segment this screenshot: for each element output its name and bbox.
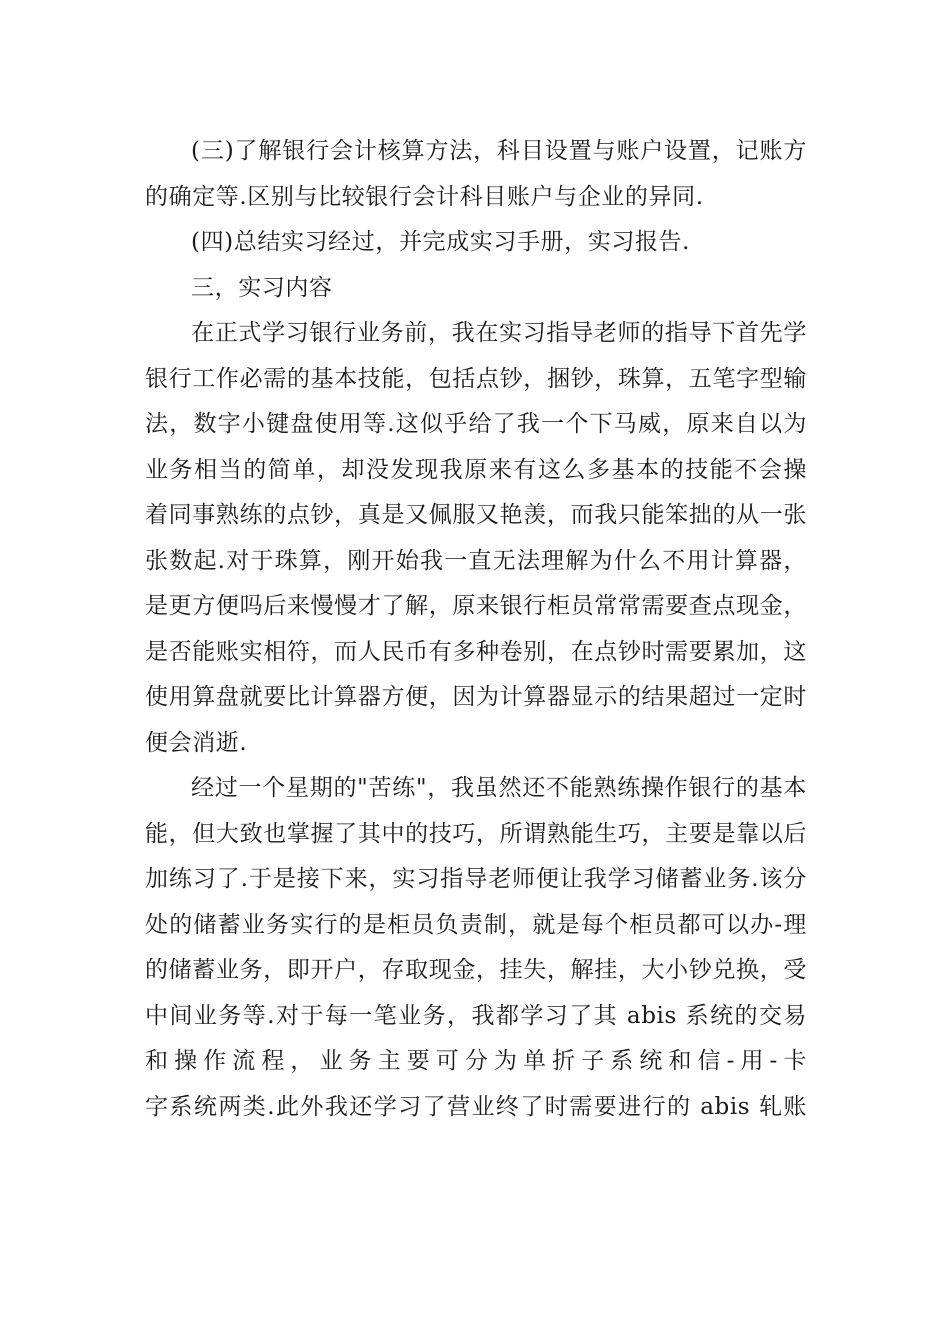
text-line: 字系统两类.此外我还学习了营业终了时需要进行的 abis 轧账 xyxy=(145,1093,807,1120)
paragraph-goal-4 xyxy=(145,220,807,266)
text-line: 在正式学习银行业务前，我在实习指导老师的指导下首先学 xyxy=(191,320,807,346)
text-line: 处的储蓄业务实行的是柜员负责制，就是每个柜员都可以办-理 xyxy=(145,911,807,938)
text-line: (三)了解银行会计核算方法，科目设置与账户设置，记账方 xyxy=(191,138,807,164)
section-heading xyxy=(145,266,807,312)
paragraph-savings-business xyxy=(145,766,807,1130)
document-body xyxy=(145,129,807,1130)
text-line: 能，但大致也掌握了其中的技巧，所谓熟能生巧，主要是靠以后 xyxy=(145,820,807,847)
text-line: 使用算盘就要比计算器方便，因为计算器显示的结果超过一定时 xyxy=(145,684,807,710)
text-line: 的储蓄业务，即开户，存取现金，挂失，解挂，大小钞兑换，受 xyxy=(145,957,807,983)
text-line: 加练习了.于是接下来，实习指导老师便让我学习储蓄业务.该分 xyxy=(145,866,807,892)
text-line: 经过一个星期的"苦练"，我虽然还不能熟练操作银行的基本 xyxy=(191,775,807,801)
text-line: 是否能账实相符，而人民币有多种卷别，在点钞时需要累加，这 xyxy=(145,638,807,665)
text-line: 是更方便吗后来慢慢才了解，原来银行柜员常常需要查点现金， xyxy=(145,593,807,619)
text-line: 银行工作必需的基本技能，包括点钞，捆钞，珠算，五笔字型输 xyxy=(145,365,807,392)
text-line: (四)总结实习经过，并完成实习手册，实习报告. xyxy=(191,229,691,255)
text-line: 着同事熟练的点钞，真是又佩服又艳羡，而我只能笨拙的从一张 xyxy=(145,502,807,528)
paragraph-goal-3 xyxy=(145,129,807,220)
text-line: 的确定等.区别与比较银行会计科目账户与企业的异同. xyxy=(145,183,704,210)
section-heading-text: 三，实习内容 xyxy=(191,274,333,301)
text-line: 和操作流程，业务主要可分为单折子系统和信-用-卡 xyxy=(145,1048,807,1074)
text-line: 张数起.对于珠算，刚开始我一直无法理解为什么不用计算器， xyxy=(145,547,807,574)
text-line: 业务相当的简单，却没发现我原来有这么多基本的技能不会操 xyxy=(145,456,807,483)
text-line: 中间业务等.对于每一笔业务，我都学习了其 abis 系统的交易 xyxy=(145,1002,807,1029)
text-line: 便会消逝. xyxy=(145,729,248,756)
paragraph-basic-skills xyxy=(145,311,807,766)
text-line: 法，数字小键盘使用等.这似乎给了我一个下马威，原来自以为 xyxy=(145,411,807,437)
